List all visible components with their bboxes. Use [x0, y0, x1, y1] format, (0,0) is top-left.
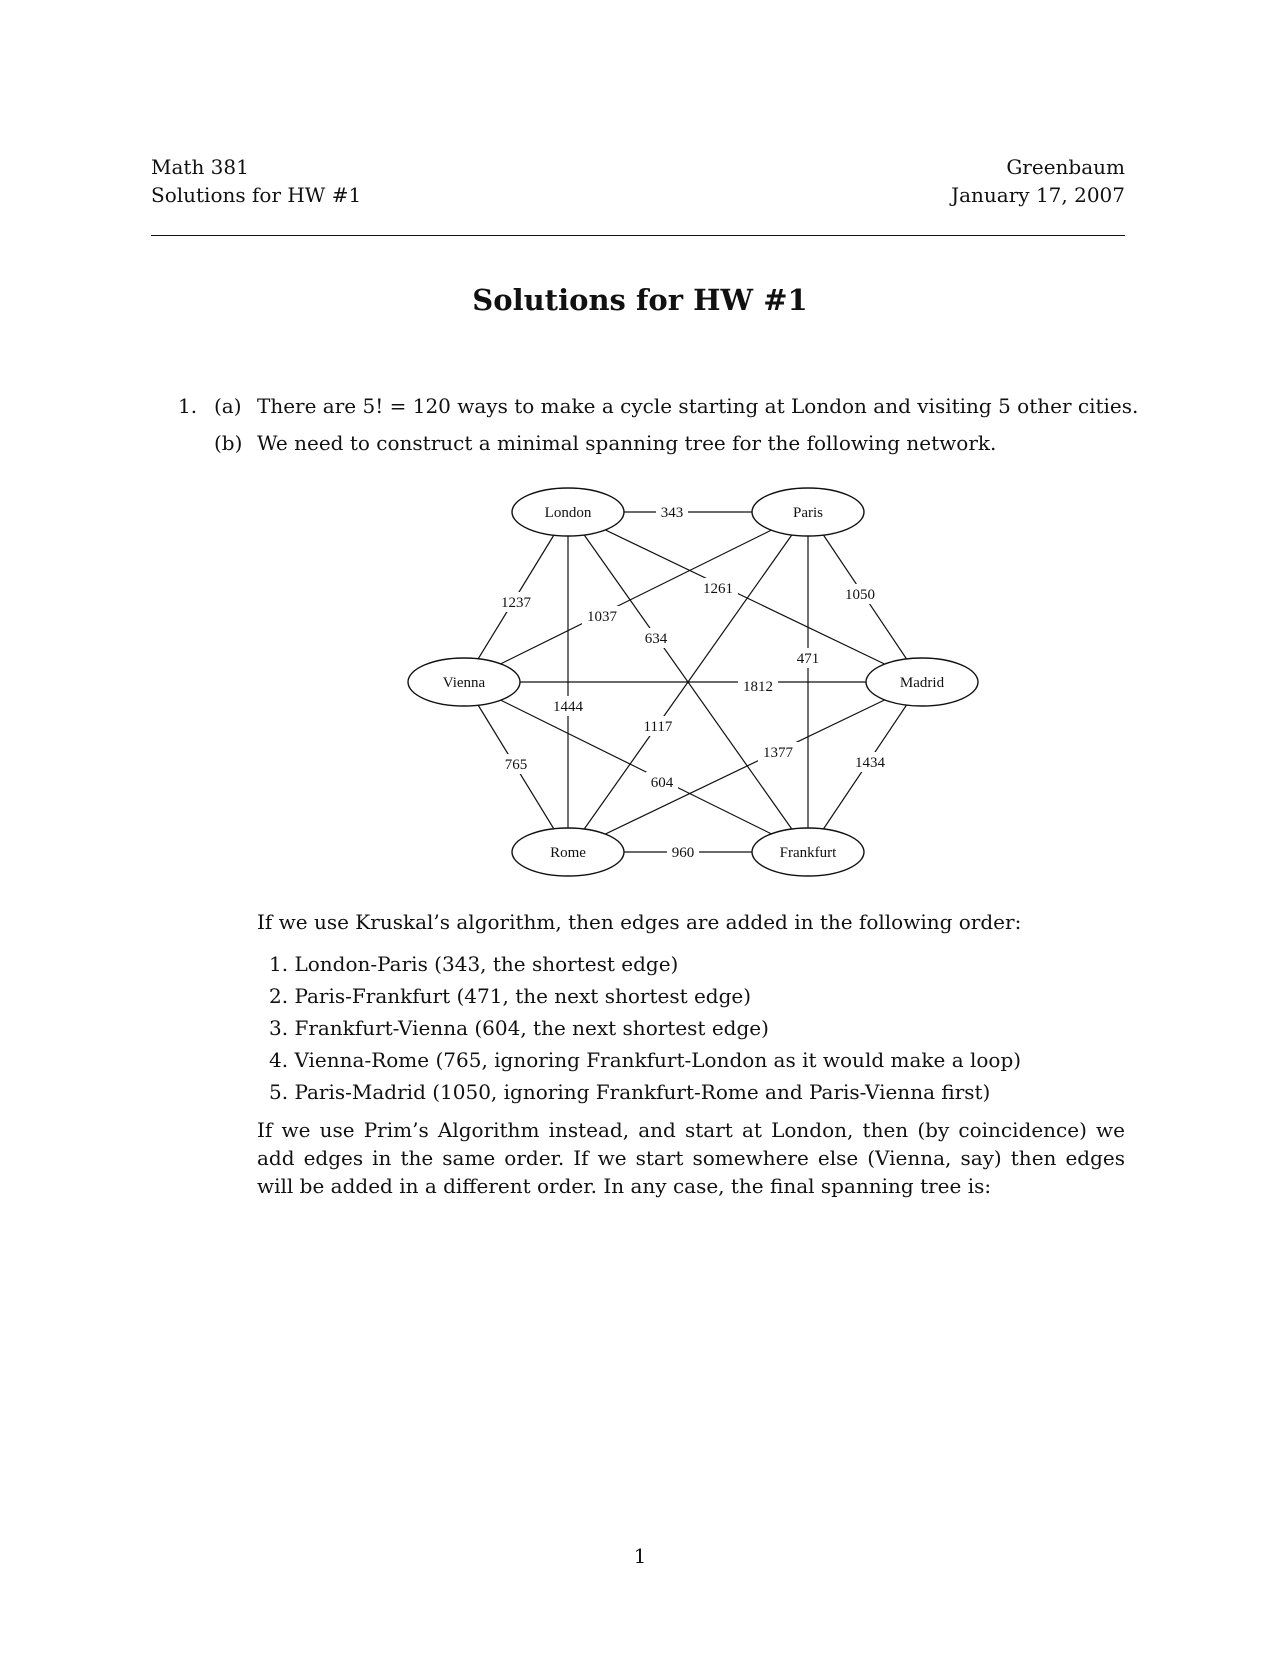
- course-name: Math 381: [151, 155, 249, 179]
- kruskal-step: 5. Paris-Madrid (1050, ignoring Frankfurt-Rome and Paris-Vienna first): [269, 1080, 991, 1104]
- edge-weight-label: 765: [504, 757, 528, 773]
- kruskal-step: 4. Vienna-Rome (765, ignoring Frankfurt-London as it would make a loop): [269, 1048, 1022, 1072]
- kruskal-steps-list: [269, 948, 1021, 1108]
- edge-weight-label: 1812: [743, 679, 773, 695]
- page-title: Solutions for HW #1: [472, 283, 808, 317]
- author-name: Greenbaum: [1006, 155, 1125, 179]
- header-right: [951, 153, 1125, 209]
- city-label: London: [544, 505, 592, 521]
- city-label: Frankfurt: [779, 845, 837, 861]
- edge-weight-label: 1050: [845, 587, 875, 603]
- part-a-text: There are 5! = 120 ways to make a cycle starting at London and visiting 5 other cities.: [257, 394, 1139, 418]
- city-label: Rome: [550, 845, 586, 861]
- city-label: Paris: [793, 505, 823, 521]
- network-diagram: [400, 480, 990, 880]
- edge-weight-label: 343: [660, 505, 684, 521]
- kruskal-intro: If we use Kruskal’s algorithm, then edges are added in the following order:: [257, 910, 1022, 934]
- edges-layer: [464, 512, 922, 852]
- prim-paragraph: If we use Prim’s Algorithm instead, and start at London, then (by coincidence) we add edges in the same order. If we start somewhere else (Vienna, say) then edges will be added in a different order. In any case, the final spanning tree is:: [257, 1118, 1125, 1198]
- network-graph: [400, 480, 990, 880]
- problem-number: 1.: [178, 394, 198, 418]
- header-rule: [151, 235, 1125, 236]
- edge-weight-label: 1117: [643, 719, 673, 735]
- kruskal-step: 3. Frankfurt-Vienna (604, the next shortest edge): [269, 1016, 769, 1040]
- edge-weight-label: 1261: [703, 581, 733, 597]
- edge-weight-label: 1237: [501, 595, 531, 611]
- edge-weight-label: 1377: [763, 745, 793, 761]
- edge-weight-label: 1434: [855, 755, 885, 771]
- header-date: January 17, 2007: [951, 183, 1125, 207]
- header-left: [151, 153, 361, 209]
- header-subtitle: Solutions for HW #1: [151, 183, 362, 207]
- city-label: Madrid: [899, 675, 945, 691]
- page-number: 1: [633, 1544, 647, 1568]
- part-b-text: We need to construct a minimal spanning tree for the following network.: [257, 431, 997, 455]
- city-label: Vienna: [442, 675, 486, 691]
- edge-weight-label: 471: [796, 651, 820, 667]
- edge-weight-label: 1444: [553, 699, 583, 715]
- part-b-label: (b): [214, 431, 243, 455]
- part-a-label: (a): [214, 394, 242, 418]
- edge-weight-label: 960: [671, 845, 695, 861]
- edge-weight-label: 604: [650, 775, 674, 791]
- edge-weight-label: 1037: [587, 609, 617, 625]
- edge-weight-label: 634: [644, 631, 668, 647]
- kruskal-step: 2. Paris-Frankfurt (471, the next shortest edge): [269, 984, 752, 1008]
- kruskal-step: 1. London-Paris (343, the shortest edge): [269, 952, 679, 976]
